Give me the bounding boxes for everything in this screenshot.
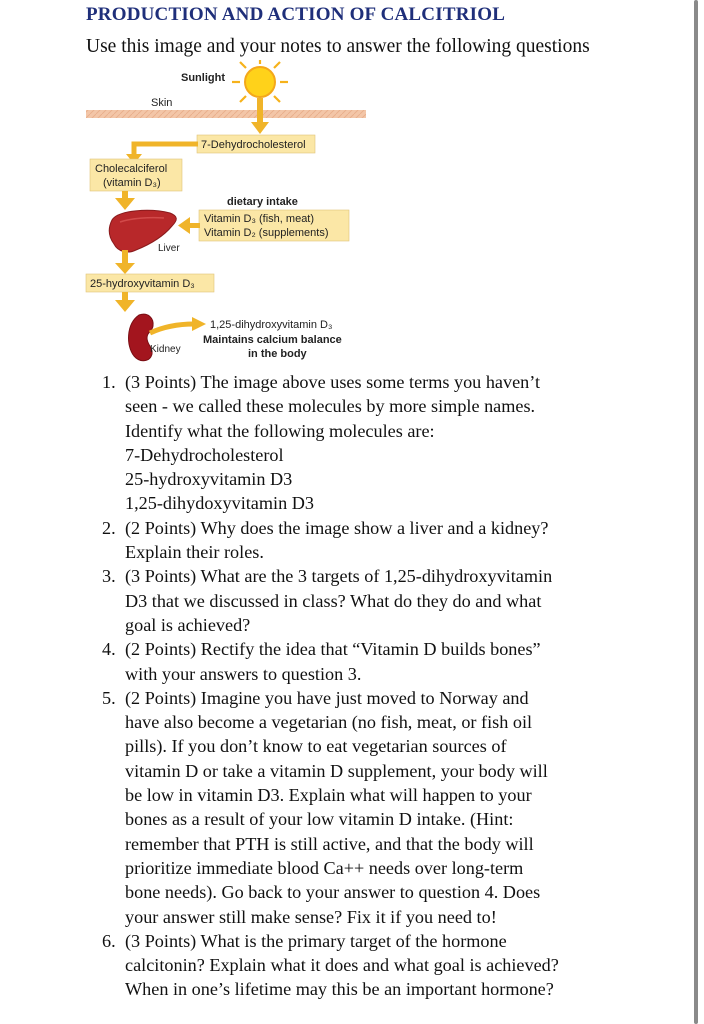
question-text-line: have also become a vegetarian (no fish, meat, or fish oil (125, 712, 533, 733)
question-list (96, 370, 636, 1002)
question-text-line: remember that PTH is still active, and that the body will (125, 833, 534, 854)
scrollbar[interactable] (694, 0, 698, 1024)
question-item (96, 564, 636, 637)
question-item (96, 686, 636, 929)
question-number: 4. (102, 639, 116, 660)
liver-label: Liver (158, 243, 180, 254)
question-item (96, 637, 636, 686)
question-text-line: prioritize immediate blood Ca++ needs over long-term (125, 857, 524, 878)
question-text-line: 7-Dehydrocholesterol (125, 444, 284, 465)
question-text-line: Identify what the following molecules are: (125, 420, 435, 441)
question-text-line: 1,25-dihydoxyvitamin D3 (125, 493, 314, 514)
question-text-line: calcitonin? Explain what it does and what goal is achieved? (125, 955, 559, 976)
question-text-line: (2 Points) Why does the image show a liver and a kidney? (125, 517, 549, 538)
dietary-title: dietary intake (227, 196, 298, 208)
arrow-kidney-to-dihydroxy (150, 317, 206, 333)
question-text-line: (2 Points) Imagine you have just moved to Norway and (125, 687, 529, 708)
in-body-label: in the body (248, 348, 307, 360)
question-item (96, 516, 636, 565)
question-text-line: your answer still make sense? Fix it if you need to! (125, 906, 497, 927)
question-text-line: vitamin D or take a vitamin D supplement, your body will (125, 760, 548, 781)
question-item (96, 929, 636, 1002)
question-text-line: seen - we called these molecules by more simple names. (125, 396, 536, 417)
dehydro-label: 7-Dehydrocholesterol (201, 139, 306, 151)
question-number: 2. (102, 517, 116, 538)
hydroxy25-label: 25-hydroxyvitamin D₃ (90, 278, 195, 290)
arrow-chole-to-liver (115, 191, 135, 210)
dietary-line-1: Vitamin D₃ (fish, meat) (204, 213, 315, 225)
arrow-25hydroxy-to-kidney (115, 292, 135, 312)
question-text-line: (2 Points) Rectify the idea that “Vitamin D builds bones” (125, 639, 541, 660)
page-subtitle: Use this image and your notes to answer the following questions (86, 36, 590, 57)
maintains-label: Maintains calcium balance (203, 334, 342, 346)
calcitriol-diagram (0, 60, 380, 370)
kidney-label: Kidney (150, 344, 181, 355)
question-text-line: bones as a result of your low vitamin D intake. (Hint: (125, 809, 514, 830)
question-text-line: Explain their roles. (125, 542, 264, 563)
skin-label: Skin (151, 97, 173, 109)
question-text-line: (3 Points) The image above uses some terms you haven’t (125, 372, 541, 392)
dihydroxy-label: 1,25-dihydroxyvitamin D₃ (210, 319, 333, 331)
question-text-line: with your answers to question 3. (125, 663, 362, 684)
question-text-line: be low in vitamin D3. Explain what will happen to your (125, 785, 532, 806)
question-number: 5. (102, 687, 116, 708)
question-text-line: 25-hydroxyvitamin D3 (125, 469, 293, 490)
question-number: 3. (102, 566, 116, 587)
question-text-line: When in one’s lifetime may this be an important hormone? (125, 979, 554, 1000)
skin-layer (86, 110, 366, 118)
question-text-line: (3 Points) What are the 3 targets of 1,25-dihydroxyvitamin (125, 566, 553, 587)
dietary-line-2: Vitamin D₂ (supplements) (204, 227, 329, 239)
question-number: 6. (102, 930, 116, 951)
arrow-liver-to-25hydroxy (115, 250, 135, 274)
chole-label-2: (vitamin D₃) (103, 177, 161, 189)
chole-label-1: Cholecalciferol (95, 163, 168, 175)
question-item (96, 370, 636, 516)
sunlight-label: Sunlight (181, 72, 225, 84)
question-text-line: pills). If you don’t know to eat vegetarian sources of (125, 736, 507, 757)
question-text-line: (3 Points) What is the primary target of the hormone (125, 930, 507, 951)
question-text-line: bone needs). Go back to your answer to question 4. Does (125, 882, 541, 903)
question-number: 1. (102, 372, 116, 392)
question-text-line: D3 that we discussed in class? What do they do and what (125, 590, 542, 611)
arrow-dietary-to-liver (178, 217, 200, 234)
page-title: PRODUCTION AND ACTION OF CALCITRIOL (86, 4, 506, 25)
question-text-line: goal is achieved? (125, 614, 251, 635)
